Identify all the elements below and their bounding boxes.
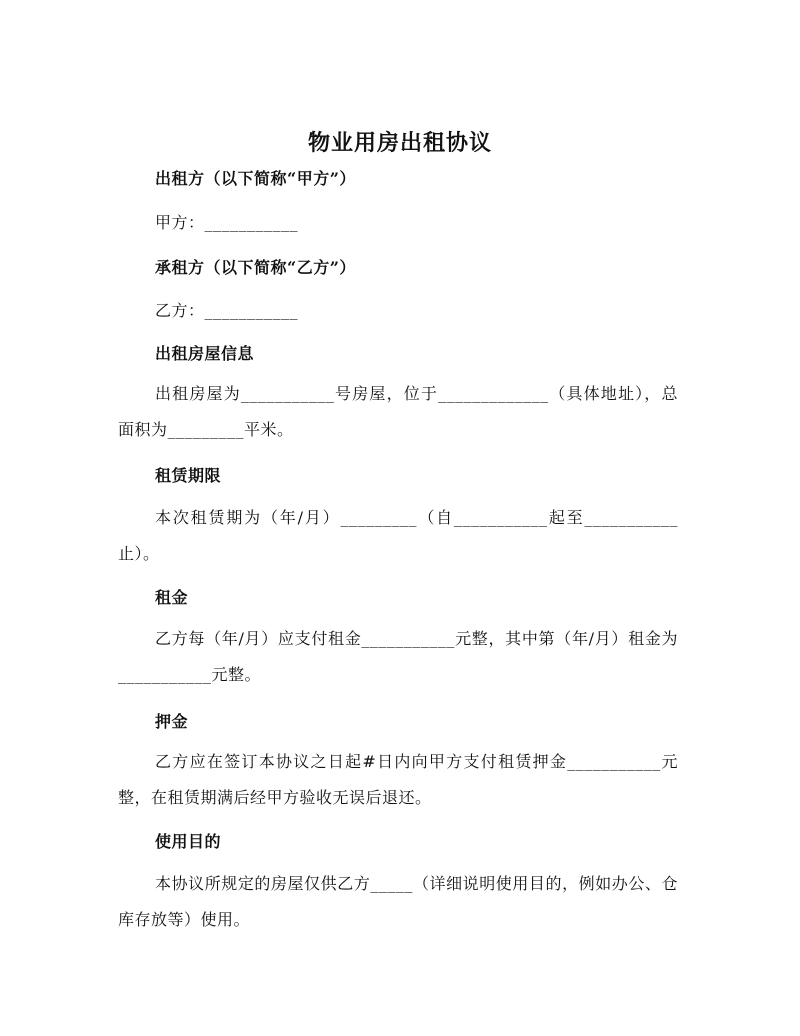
term-paragraph: 本次租赁期为（年/月）_________（自___________起至___________止）。 [118, 508, 678, 563]
property-heading: 出租房屋信息 [155, 344, 255, 363]
term-heading: 租赁期限 [155, 466, 222, 485]
lessee-heading: 承租方（以下简称“乙方”） [155, 258, 356, 277]
rent-heading: 租金 [155, 588, 189, 607]
document-title: 物业用房出租协议 [307, 130, 492, 156]
lessee-line: 乙方：___________ [155, 301, 299, 320]
lessor-line: 甲方：___________ [155, 213, 299, 232]
purpose-paragraph: 本协议所规定的房屋仅供乙方_____（详细说明使用目的，例如办公、仓库存放等）使用。 [118, 874, 678, 929]
property-paragraph: 出租房屋为___________号房屋，位于_____________（具体地址），总面积为_________平米。 [118, 384, 678, 439]
deposit-heading: 押金 [155, 712, 189, 731]
rent-paragraph: 乙方每（年/月）应支付租金___________元整，其中第（年/月）租金为___________元整。 [118, 629, 678, 684]
purpose-heading: 使用目的 [155, 832, 222, 851]
deposit-paragraph: 乙方应在签订本协议之日起#日内向甲方支付租赁押金___________元整，在租赁期满后经甲方验收无误后退还。 [118, 752, 678, 807]
lessor-heading: 出租方（以下简称“甲方”） [155, 169, 356, 188]
